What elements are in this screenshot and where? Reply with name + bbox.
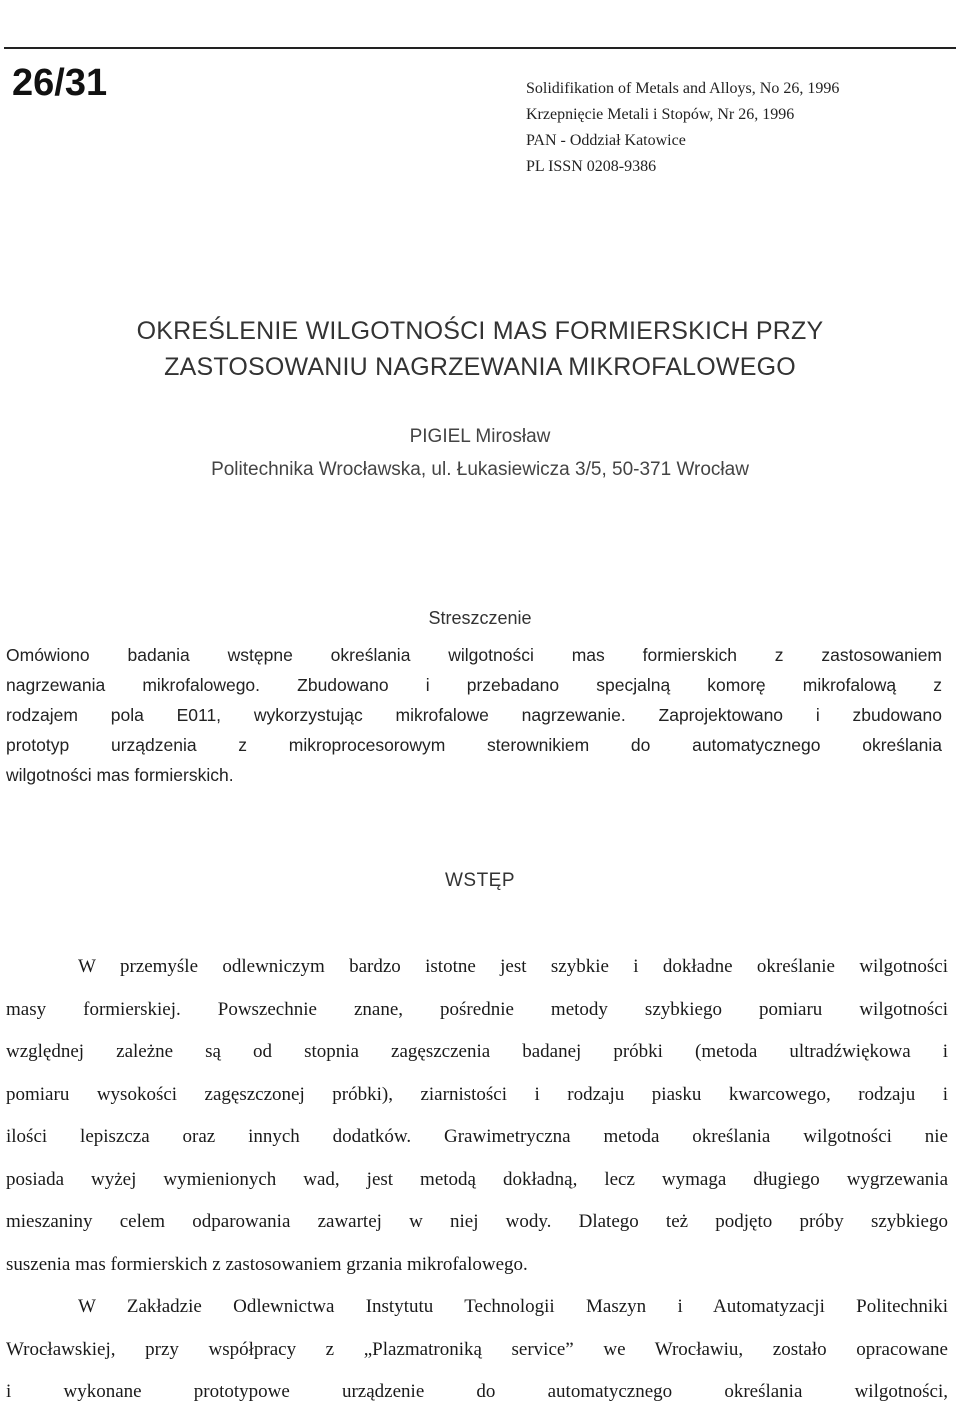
abstract-line: wilgotności mas formierskich.: [6, 765, 234, 785]
author-name: PIGIEL Mirosław: [409, 426, 551, 447]
journal-masthead: [526, 76, 839, 180]
abstract-line: nagrzewania mikrofalowego. Zbudowano i przebadano specjalną komorę mikrofalową z: [6, 675, 942, 695]
abstract-line: Omówiono badania wstępne określania wilgotności mas formierskich z zastosowaniem: [6, 645, 942, 665]
abstract-heading: Streszczenie: [428, 608, 532, 628]
article-title: [0, 313, 960, 385]
body-line: posiada wyżej wymienionych wad, jest metodą dokładną, lecz wymaga długiego wygrzewania: [6, 1168, 948, 1190]
header-rule: [4, 47, 956, 49]
section-heading: WSTĘP: [444, 870, 516, 891]
title-line: OKREŚLENIE WILGOTNOŚCI MAS FORMIERSKICH PRZY: [136, 317, 824, 345]
body-line: masy formierskiej. Powszechnie znane, pośrednie metody szybkiego pomiaru wilgotności: [6, 998, 948, 1020]
body-line: i wykonane prototypowe urządzenie do automatycznego określania wilgotności,: [6, 1381, 948, 1402]
body-line: mieszaniny celem odparowania zawartej w niej wody. Dlatego też podjęto próby szybkiego: [6, 1211, 948, 1232]
masthead-line: PL ISSN 0208-9386: [526, 158, 657, 175]
masthead-line: Solidifikation of Metals and Alloys, No 26, 1996: [526, 80, 840, 97]
body-line: pomiaru wysokości zagęszczonej próbki), ziarnistości i rodzaju piasku kwarcowego, rodzaju i: [6, 1083, 948, 1105]
author-affiliation: Politechnika Wrocławska, ul. Łukasiewicza 3/5, 50-371 Wrocław: [211, 459, 749, 480]
masthead-line: Krzepnięcie Metali i Stopów, Nr 26, 1996: [526, 106, 795, 123]
body-line: względnej zależne są od stopnia zagęszczenia badanej próbki (metoda ultradźwiękowa i: [6, 1041, 948, 1062]
title-line: ZASTOSOWANIU NAGRZEWANIA MIKROFALOWEGO: [164, 353, 796, 381]
body-text: [6, 946, 948, 1414]
abstract-line: prototyp urządzenia z mikroprocesorowym sterownikiem do automatycznego określania: [6, 735, 942, 755]
abstract-line: rodzajem pola E011, wykorzystując mikrofalowe nagrzewanie. Zaprojektowano i zbudowano: [6, 705, 942, 725]
issue-number: 26/31: [12, 62, 108, 104]
author-block: [0, 420, 960, 486]
body-line: suszenia mas formierskich z zastosowaniem grzania mikrofalowego.: [6, 1253, 528, 1275]
body-line: Wrocławskiej, przy współpracy z „Plazmatroniką service” we Wrocławiu, zostało opracowane: [6, 1338, 948, 1360]
body-line: W Zakładzie Odlewnictwa Instytutu Technologii Maszyn i Automatyzacji Politechniki: [78, 1296, 948, 1317]
masthead-line: PAN - Oddział Katowice: [526, 132, 686, 149]
body-line: W przemyśle odlewniczym bardzo istotne jest szybkie i dokładne określanie wilgotności: [78, 956, 948, 977]
abstract-text: [6, 640, 942, 790]
body-line: ilości lepiszcza oraz innych dodatków. Grawimetryczna metoda określania wilgotności nie: [6, 1126, 948, 1147]
